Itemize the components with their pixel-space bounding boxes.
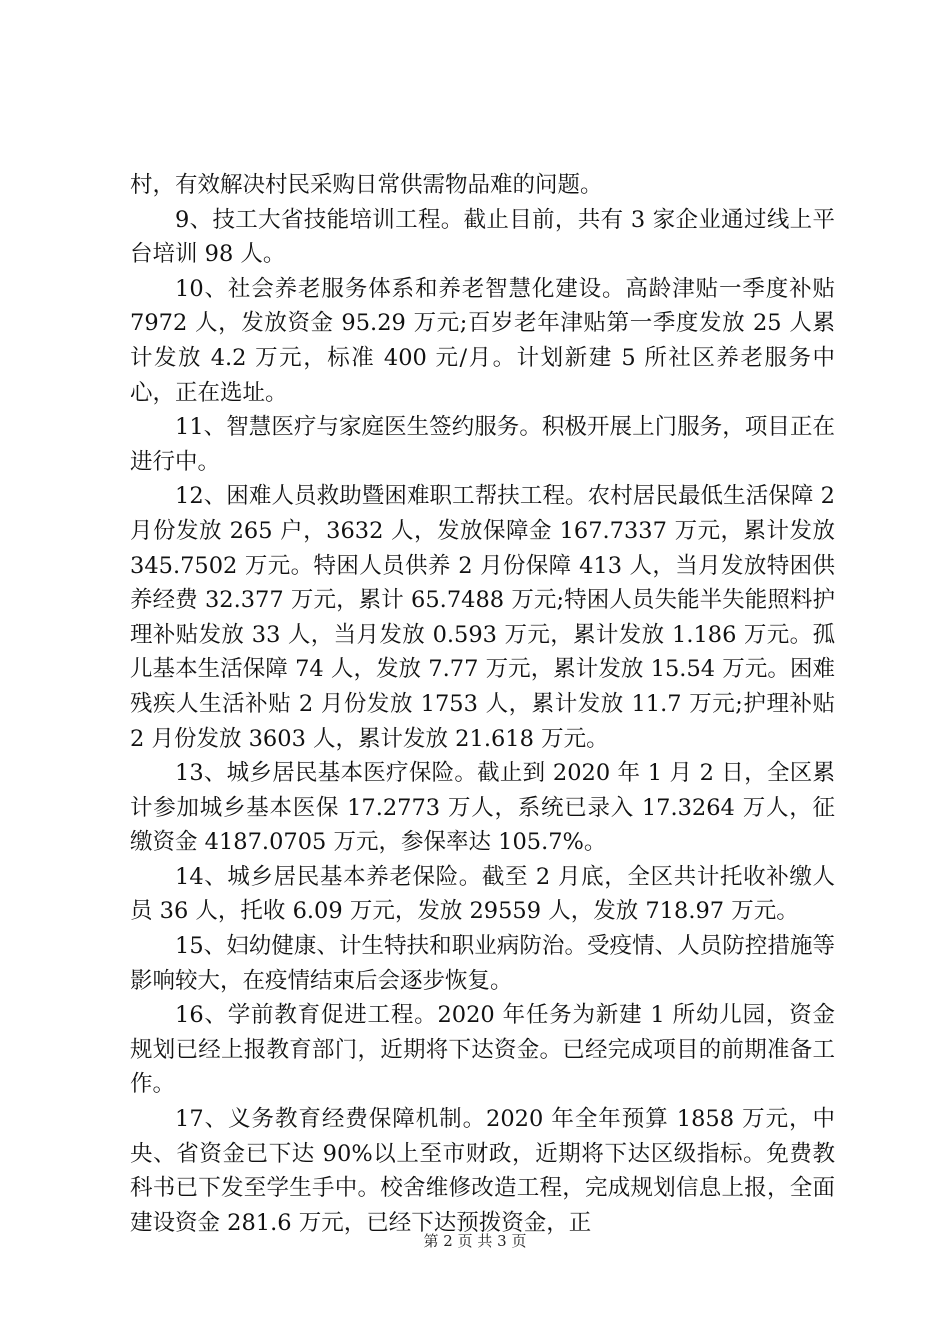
paragraph-item-15: 15、妇幼健康、计生特扶和职业病防治。受疫情、人员防控措施等影响较大，在疫情结束后会逐步恢复。 (130, 933, 835, 994)
page-footer: 第 2 页 共 3 页 (423, 1232, 527, 1250)
paragraph-item-17: 17、义务教育经费保障机制。2020 年全年预算 1858 万元，中央、省资金已下达 90%以上至市财政，近期将下达区级指标。免费教科书已下发至学生手中。校舍维修改造工程，完成规划信息上报，全面建设资金 281.6 万元，已经下达预拨资金，正 (130, 1106, 835, 1236)
paragraph-continuation: 村，有效解决村民采购日常供需物品难的问题。 (130, 172, 603, 198)
paragraph-item-9: 9、技工大省技能培训工程。截止目前，共有 3 家企业通过线上平台培训 98 人。 (130, 206, 835, 268)
paragraph-item-10: 10、社会养老服务体系和养老智慧化建设。高龄津贴一季度补贴 7972 人，发放资金 95.29 万元;百岁老年津贴第一季度发放 25 人累计发放 4.2 万元，标准 400 元/月。计划新建 5 所社区养老服务中心，正在选址。 (130, 275, 835, 406)
paragraph-item-16: 16、学前教育促进工程。2020 年任务为新建 1 所幼儿园，资金规划已经上报教育部门，近期将下达资金。已经完成项目的前期准备工作。 (130, 1002, 835, 1098)
paragraph-item-13: 13、城乡居民基本医疗保险。截止到 2020 年 1 月 2 日，全区累计参加城乡基本医保 17.2773 万人，系统已录入 17.3264 万人，征缴资金 4187.0705 万元，参保率达 105.7%。 (130, 760, 835, 856)
paragraph-item-12: 12、困难人员救助暨困难职工帮扶工程。农村居民最低生活保障 2 月份发放 265 户，3632 人，发放保障金 167.7337 万元，累计发放 345.7502 万元。特困人员供养 2 月份保障 413 人，当月发放特困供养经费 32.377 万元，累计 65.7488 万元;特困人员失能半失能照料护理补贴发放 33 人，当月发放 0.593 万元，累计发放 1.186 万元。孤儿基本生活保障 74 人，发放 7.77 万元，累计发放 15.54 万元。困难残疾人生活补贴 2 月份发放 1753 人，累计发放 11.7 万元;护理补贴 2 月份发放 3603 人，累计发放 21.618 万元。 (130, 483, 835, 752)
paragraph-item-11: 11、智慧医疗与家庭医生签约服务。积极开展上门服务，项目正在进行中。 (130, 414, 835, 475)
paragraph-item-14: 14、城乡居民基本养老保险。截至 2 月底，全区共计托收补缴人员 36 人，托收 6.09 万元，发放 29559 人，发放 718.97 万元。 (130, 863, 835, 925)
document-body (130, 168, 835, 1240)
